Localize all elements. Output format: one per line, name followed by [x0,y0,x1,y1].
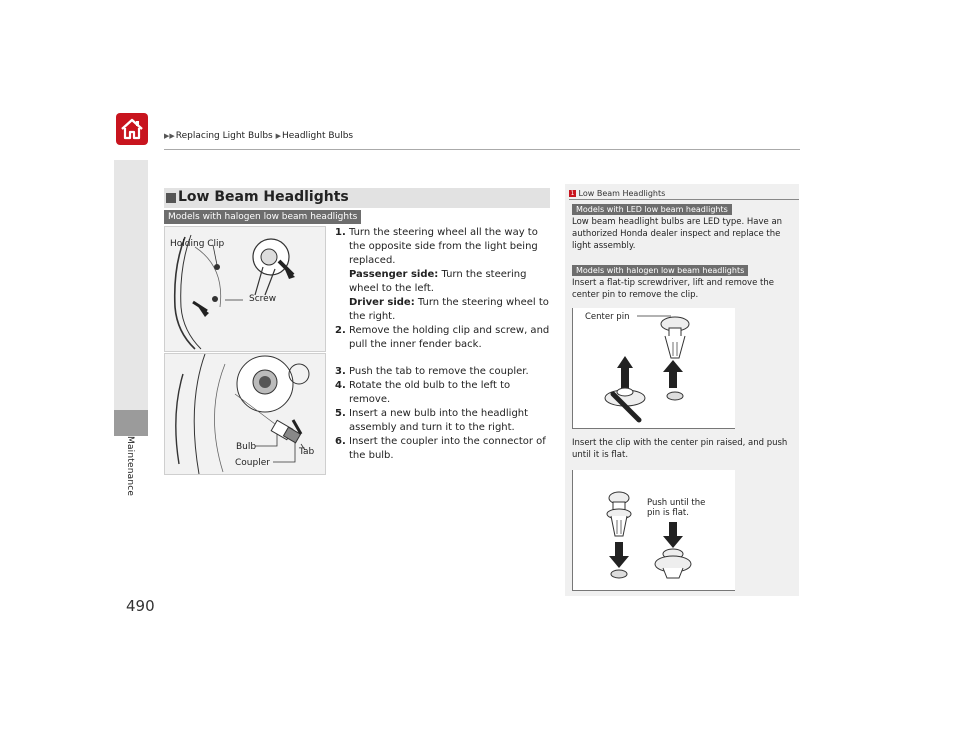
section-heading [164,188,550,208]
center-pin-label: Center pin [585,312,630,322]
header-divider [164,149,800,150]
led-note-text: Low beam headlight bulbs are LED type. Have an authorized Honda dealer inspect and replace the light assembly. [572,217,783,251]
step-text: Insert a new bulb into the headlight assembly and turn it to the right. [349,408,529,433]
step-text: Push the tab to remove the coupler. [349,366,529,377]
breadcrumb-item-headlight-bulbs[interactable]: Headlight Bulbs [282,131,354,141]
holding-clip-label: Holding Clip [170,239,225,249]
push-until-flat-line2: pin is flat. [647,508,689,518]
step-text: Remove the holding clip and screw, and pull the inner fender back. [349,325,550,350]
insert-clip-text: Insert the clip with the center pin raised, and push until it is flat. [572,438,788,460]
push-until-flat-label [647,498,705,518]
step-number: 4. [335,380,346,391]
note-ref-icon: 1 [570,190,575,197]
breadcrumb-arrow-icon: ▶▶ [164,132,175,140]
sidebar-label [114,436,148,546]
illustration-clip-insertion [572,470,735,591]
notes-title-divider [569,199,799,200]
step-text: Rotate the old bulb to the left to remove. [349,380,511,405]
section-title: Low Beam Headlights [178,189,349,205]
model-tag-led: Models with LED low beam headlights [572,204,732,215]
house-glyph-icon [116,113,148,145]
illustration-clip-removal [572,308,735,429]
step-5 [337,407,552,435]
step-number: 6. [335,436,346,447]
step-number: 2. [335,325,346,336]
step-3 [337,365,552,379]
sidebar-label-text: Maintenance [125,436,135,497]
screw-label: Screw [249,294,277,304]
passenger-side-text: Turn the steering wheel to the left. [349,269,527,294]
driver-side-text: Turn the steering wheel to the right. [349,297,549,322]
breadcrumb [164,131,353,141]
sidebar-tab-maintenance[interactable] [114,410,148,436]
coupler-label: Coupler [235,458,270,468]
step-4 [337,379,552,407]
square-bullet-icon [166,193,176,203]
notes-title [569,189,665,198]
model-tag-halogen: Models with halogen low beam headlights [164,210,361,224]
notes-title-text: Low Beam Headlights [578,189,666,198]
model-tag-halogen-note: Models with halogen low beam headlights [572,265,748,276]
step-text: Turn the steering wheel all the way to the opposite side from the light being replaced. [349,227,538,266]
procedure-steps [337,226,552,463]
step-number: 3. [335,366,346,377]
sidebar [114,160,148,410]
breadcrumb-item-light-bulbs[interactable]: Replacing Light Bulbs [175,131,273,141]
step-number: 5. [335,408,346,419]
step-2 [337,324,552,352]
home-icon[interactable] [116,113,148,145]
step-1 [337,226,552,324]
step-text: Insert the coupler into the connector of the bulb. [349,436,546,461]
page-number: 490 [126,597,155,615]
clip-insertion-drawing [573,470,735,590]
clip-removal-drawing [573,308,735,428]
driver-side-label: Driver side: [349,297,415,308]
push-until-flat-line1: Push until the [647,498,706,508]
tab-label: Tab [299,447,315,457]
illustration-holding-clip [164,226,326,352]
step-number: 1. [335,227,346,238]
illustration-bulb-coupler [164,353,326,475]
passenger-side-label: Passenger side: [349,269,439,280]
bulb-label: Bulb [236,442,257,452]
breadcrumb-arrow-icon: ▶ [275,132,281,140]
halogen-note-text: Insert a flat-tip screwdriver, lift and remove the center pin to remove the clip. [572,278,774,300]
step-6 [337,435,552,463]
